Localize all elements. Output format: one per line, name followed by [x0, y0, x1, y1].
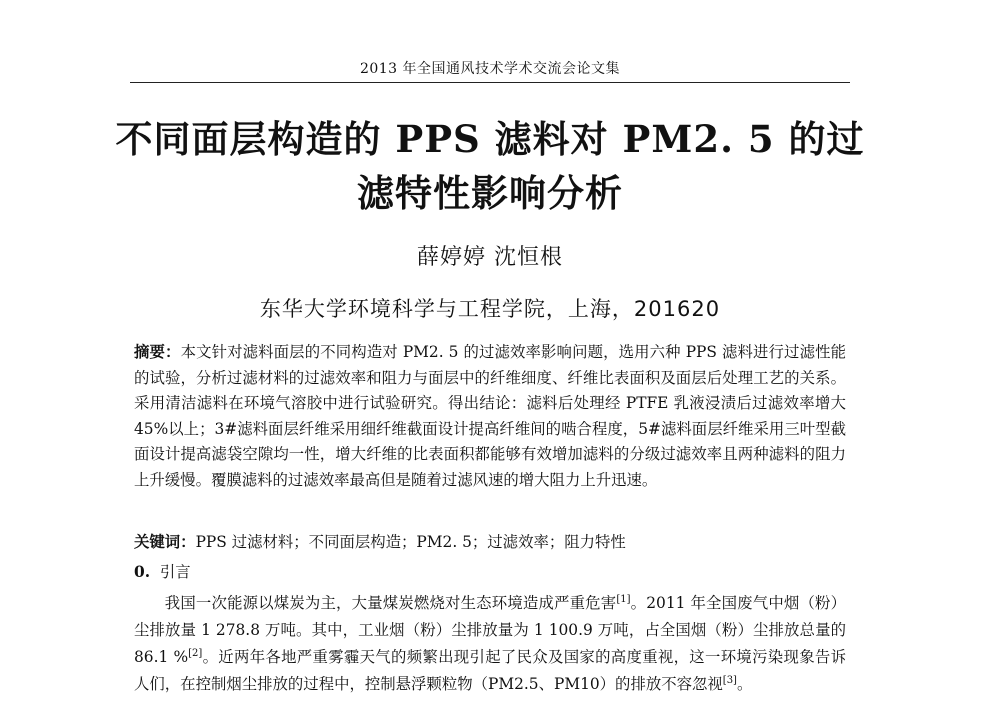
keywords-text: PPS 过滤材料；不同面层构造；PM2. 5；过滤效率；阻力特性 [195, 533, 626, 551]
running-header: 2013 年全国通风技术学术交流会论文集 [359, 61, 621, 77]
intro-sentence-2: 。2011 年全国废气中烟（粉）尘排放量 1 278.8 万吨。其中，工业烟（粉）尘排放量为 1 100.9 万吨，占全国烟（粉）尘排放总量的 86.1 % [134, 594, 846, 666]
section-heading [134, 560, 846, 584]
section-number: 0. [134, 563, 151, 581]
citation-ref-1[interactable]: [1] [616, 593, 631, 605]
citation-ref-2[interactable]: [2] [188, 647, 203, 659]
abstract-label: 摘要： [134, 343, 181, 361]
citation-ref-3[interactable]: [3] [722, 674, 737, 686]
header-rule [130, 82, 850, 83]
intro-sentence-3: 。近两年各地严重雾霾天气的频繁出现引起了民众及国家的高度重视，这一环境污染现象告诉人们，在控制烟尘排放的过程中，控制悬浮颗粒物（PM2.5、PM10）的排放不容忽视 [134, 648, 846, 693]
intro-sentence-4: 。 [736, 675, 753, 693]
paper-title: 不同面层构造的 PPS 滤料对 PM2. 5 的过滤特性影响分析 [115, 117, 865, 215]
keywords [134, 530, 846, 554]
abstract-text: 本文针对滤料面层的不同构造对 PM2. 5 的过滤效率影响问题，选用六种 PPS 滤料进行过滤性能的试验，分析过滤材料的过滤效率和阻力与面层中的纤维细度、纤维比表面积及面层后处理工艺的关系。采用清洁滤料在环境气溶胶中进行试验研究。得出结论：滤料后处理经 PTFE 乳液浸渍后过滤效率增大 45%以上；3#滤料面层纤维采用细纤维截面设计提高纤维间的啮合程度，5#滤料面层纤维采用三叶型截面设计提高滤袋空隙均一性，增大纤维的比表面积都能够有效增加滤料的分级过滤效率且两种滤料的阻力上升缓慢。覆膜滤料的过滤效率最高但是随着过滤风速的增大阻力上升迅速。 [134, 343, 846, 489]
section-title: 引言 [159, 563, 191, 581]
intro-sentence-1: 我国一次能源以煤炭为主，大量煤炭燃烧对生态环境造成严重危害 [164, 594, 617, 612]
keywords-label: 关键词： [134, 533, 196, 551]
affiliation: 东华大学环境科学与工程学院，上海，201620 [259, 297, 721, 321]
intro-paragraph [134, 590, 846, 698]
authors: 薛婷婷 沈恒根 [417, 245, 563, 270]
abstract [134, 340, 846, 494]
